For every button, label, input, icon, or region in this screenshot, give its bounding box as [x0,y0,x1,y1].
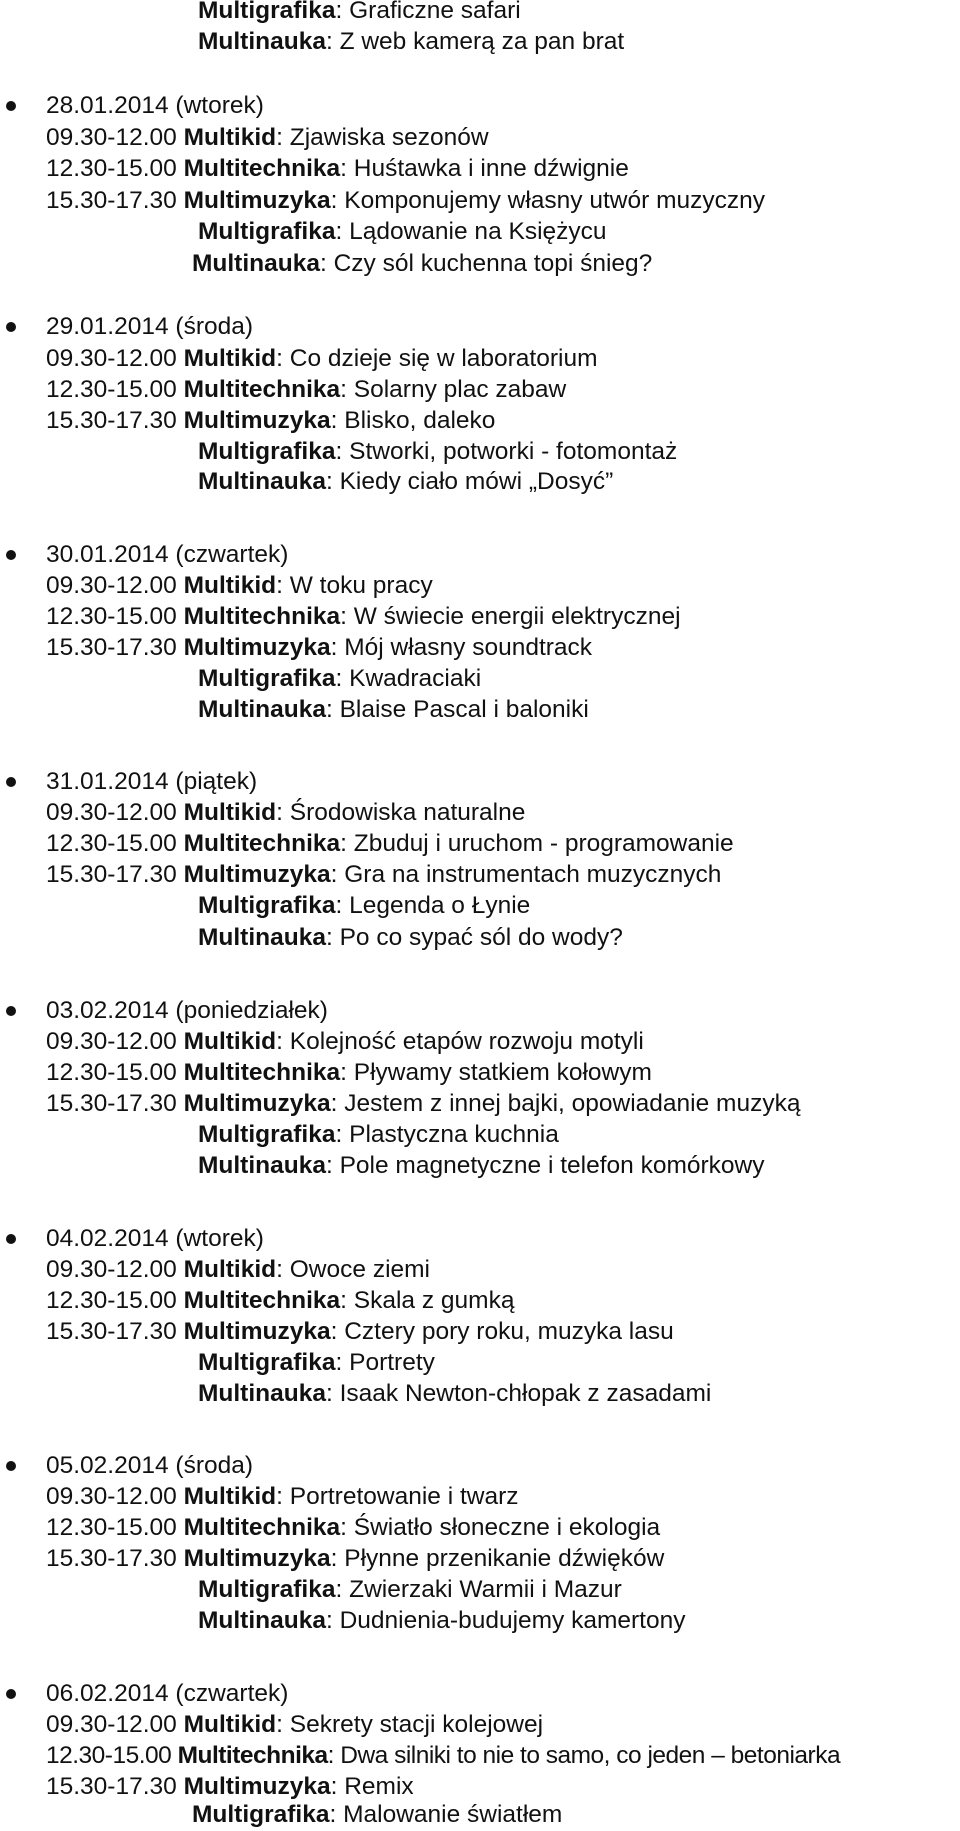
activity-title: : Stworki, potworki - fotomontaż [335,438,678,465]
session-time: 15.30-17.30 [46,861,184,888]
session-time: 15.30-17.30 [46,187,184,214]
session-line [46,828,734,860]
session-line [198,436,677,468]
session-line [46,1709,543,1741]
activity-title: : Graficzne safari [335,0,521,24]
session-time: 12.30-15.00 [46,1059,184,1086]
activity-title: : Pływamy statkiem kołowym [340,1059,652,1086]
activity-title: : Gra na instrumentach muzycznych [330,861,722,888]
activity-title: : Blisko, daleko [330,407,496,434]
activity-label: Multigrafika [192,1801,330,1828]
activity-label: Multinauka [198,924,326,951]
bullet-icon [6,550,16,560]
session-time: 09.30-12.00 [46,1256,184,1283]
activity-label: Multigrafika [198,218,336,245]
day-date: 03.02.2014 (poniedziałek) [46,997,328,1024]
activity-label: Multitechnika [183,1514,341,1541]
activity-title: : Dudnienia-budujemy kamertony [325,1607,686,1634]
session-time: 12.30-15.00 [46,376,184,403]
activity-title: : Isaak Newton-chłopak z zasadami [325,1380,712,1407]
activity-label: Multinauka [198,28,326,55]
activity-title: : Kiedy ciało mówi „Dosyć” [325,468,614,495]
activity-title: : Komponujemy własny utwór muzyczny [330,187,765,214]
session-line [46,632,592,664]
session-time: 12.30-15.00 [46,1514,184,1541]
day-date: 29.01.2014 (środa) [46,313,254,340]
bullet-icon [6,1006,16,1016]
day-date: 06.02.2014 (czwartek) [46,1680,289,1707]
activity-title: : Legenda o Łynie [335,892,531,919]
session-line [46,1740,840,1772]
activity-label: Multimuzyka [183,1318,331,1345]
intro-line [198,0,521,27]
activity-label: Multitechnika [177,1742,328,1769]
session-line [46,1543,664,1575]
activity-label: Multinauka [198,1380,326,1407]
activity-title: : Pole magnetyczne i telefon komórkowy [325,1152,765,1179]
activity-label: Multigrafika [198,1121,336,1148]
bullet-icon [6,101,16,111]
activity-title: : Skala z gumką [340,1287,515,1314]
session-line [46,405,495,437]
activity-label: Multimuzyka [183,861,331,888]
activity-label: Multinauka [192,250,320,277]
activity-label: Multinauka [198,696,326,723]
session-line [46,1088,800,1120]
session-line [198,1574,622,1606]
session-time: 12.30-15.00 [46,155,184,182]
activity-label: Multigrafika [198,892,336,919]
activity-label: Multimuzyka [183,634,331,661]
activity-label: Multigrafika [198,0,336,24]
intro-line [198,26,624,58]
session-time: 09.30-12.00 [46,1028,184,1055]
activity-label: Multimuzyka [183,1545,331,1572]
bullet-icon [6,1234,16,1244]
session-time: 09.30-12.00 [46,124,184,151]
session-line [46,185,765,217]
day-date: 30.01.2014 (czwartek) [46,541,289,568]
activity-label: Multikid [183,572,277,599]
activity-title: : Mój własny soundtrack [330,634,593,661]
session-line [198,694,589,726]
session-line [46,1026,644,1058]
activity-label: Multimuzyka [183,407,331,434]
activity-title: : Jestem z innej bajki, opowiadanie muzyką [330,1090,801,1117]
activity-title: : W toku pracy [276,572,433,599]
session-time: 12.30-15.00 [46,603,184,630]
activity-title: : Plastyczna kuchnia [335,1121,559,1148]
activity-label: Multimuzyka [183,1090,331,1117]
day-date: 31.01.2014 (piątek) [46,768,258,795]
activity-title: : Owoce ziemi [276,1256,430,1283]
session-line [198,663,481,695]
activity-title: : Portretowanie i twarz [276,1483,519,1510]
session-line [46,122,489,154]
activity-title: : Portrety [335,1349,435,1376]
session-line [46,153,629,185]
session-line [198,890,530,922]
activity-title: : Blaise Pascal i baloniki [325,696,589,723]
session-line [198,1150,764,1182]
activity-label: Multitechnika [183,830,341,857]
session-time: 15.30-17.30 [46,1545,184,1572]
activity-label: Multikid [183,1028,277,1055]
session-time: 15.30-17.30 [46,1773,184,1800]
activity-title: : Lądowanie na Księżycu [335,218,607,245]
session-line [46,374,566,406]
activity-label: Multikid [183,345,277,372]
session-line [198,1119,559,1151]
activity-label: Multinauka [198,1607,326,1634]
session-line [46,859,721,891]
activity-title: : Zwierzaki Warmii i Mazur [335,1576,622,1603]
activity-title: : Kwadraciaki [335,665,482,692]
bullet-icon [6,777,16,787]
session-line [46,1254,430,1286]
session-line [198,466,613,498]
activity-title: : Zbuduj i uruchom - programowanie [340,830,734,857]
activity-title: : Po co sypać sól do wody? [325,924,623,951]
session-time: 09.30-12.00 [46,345,184,372]
session-line [192,248,652,280]
activity-label: Multimuzyka [183,187,331,214]
session-time: 15.30-17.30 [46,407,184,434]
activity-title: : W świecie energii elektrycznej [340,603,681,630]
bullet-icon [6,322,16,332]
activity-label: Multitechnika [183,1059,341,1086]
activity-title: : Czy sól kuchenna topi śnieg? [319,250,653,277]
activity-label: Multitechnika [183,1287,341,1314]
session-line [46,343,598,375]
session-line [46,1481,519,1513]
session-line [198,922,623,954]
activity-title: : Dwa silniki to nie to samo, co jeden – betoniarka [327,1742,841,1769]
session-line [46,570,433,602]
activity-title: : Sekrety stacji kolejowej [276,1711,544,1738]
activity-label: Multikid [183,1483,277,1510]
activity-title: : Z web kamerą za pan brat [325,28,625,55]
activity-title: : Środowiska naturalne [276,799,526,826]
session-line [198,1605,686,1637]
session-time: 09.30-12.00 [46,1711,184,1738]
activity-label: Multinauka [198,1152,326,1179]
session-time: 15.30-17.30 [46,1318,184,1345]
activity-label: Multimuzyka [183,1773,331,1800]
activity-label: Multigrafika [198,665,336,692]
activity-label: Multitechnika [183,155,341,182]
activity-label: Multitechnika [183,376,341,403]
session-time: 12.30-15.00 [46,1742,178,1769]
session-line [46,1316,674,1348]
session-line [46,1057,652,1089]
activity-label: Multikid [183,124,277,151]
activity-label: Multikid [183,799,277,826]
session-time: 09.30-12.00 [46,572,184,599]
session-line [46,1285,514,1317]
session-line [46,797,525,829]
activity-title: : Kolejność etapów rozwoju motyli [276,1028,644,1055]
bullet-icon [6,1461,16,1471]
activity-title: : Solarny plac zabaw [340,376,567,403]
day-date: 04.02.2014 (wtorek) [46,1225,264,1252]
session-time: 09.30-12.00 [46,1483,184,1510]
session-time: 09.30-12.00 [46,799,184,826]
session-time: 12.30-15.00 [46,1287,184,1314]
activity-title: : Co dzieje się w laboratorium [276,345,598,372]
session-line [198,1347,435,1379]
activity-label: Multinauka [198,468,326,495]
bullet-icon [6,1689,16,1699]
day-date: 28.01.2014 (wtorek) [46,92,264,119]
activity-title: : Malowanie światłem [329,1801,563,1828]
activity-title: : Cztery pory roku, muzyka lasu [330,1318,674,1345]
session-time: 15.30-17.30 [46,1090,184,1117]
activity-label: Multikid [183,1256,277,1283]
activity-title: : Światło słoneczne i ekologia [340,1514,661,1541]
activity-title: : Huśtawka i inne dźwignie [340,155,629,182]
session-line [198,216,607,248]
activity-label: Multigrafika [198,1349,336,1376]
activity-label: Multitechnika [183,603,341,630]
session-time: 15.30-17.30 [46,634,184,661]
activity-label: Multikid [183,1711,277,1738]
day-date: 05.02.2014 (środa) [46,1452,254,1479]
activity-label: Multigrafika [198,438,336,465]
session-time: 12.30-15.00 [46,830,184,857]
activity-title: : Zjawiska sezonów [276,124,489,151]
session-line [46,601,681,633]
activity-title: : Płynne przenikanie dźwięków [330,1545,665,1572]
session-line [198,1378,711,1410]
activity-title: : Remix [330,1773,414,1800]
session-line [46,1512,660,1544]
activity-label: Multigrafika [198,1576,336,1603]
session-line [192,1799,562,1831]
